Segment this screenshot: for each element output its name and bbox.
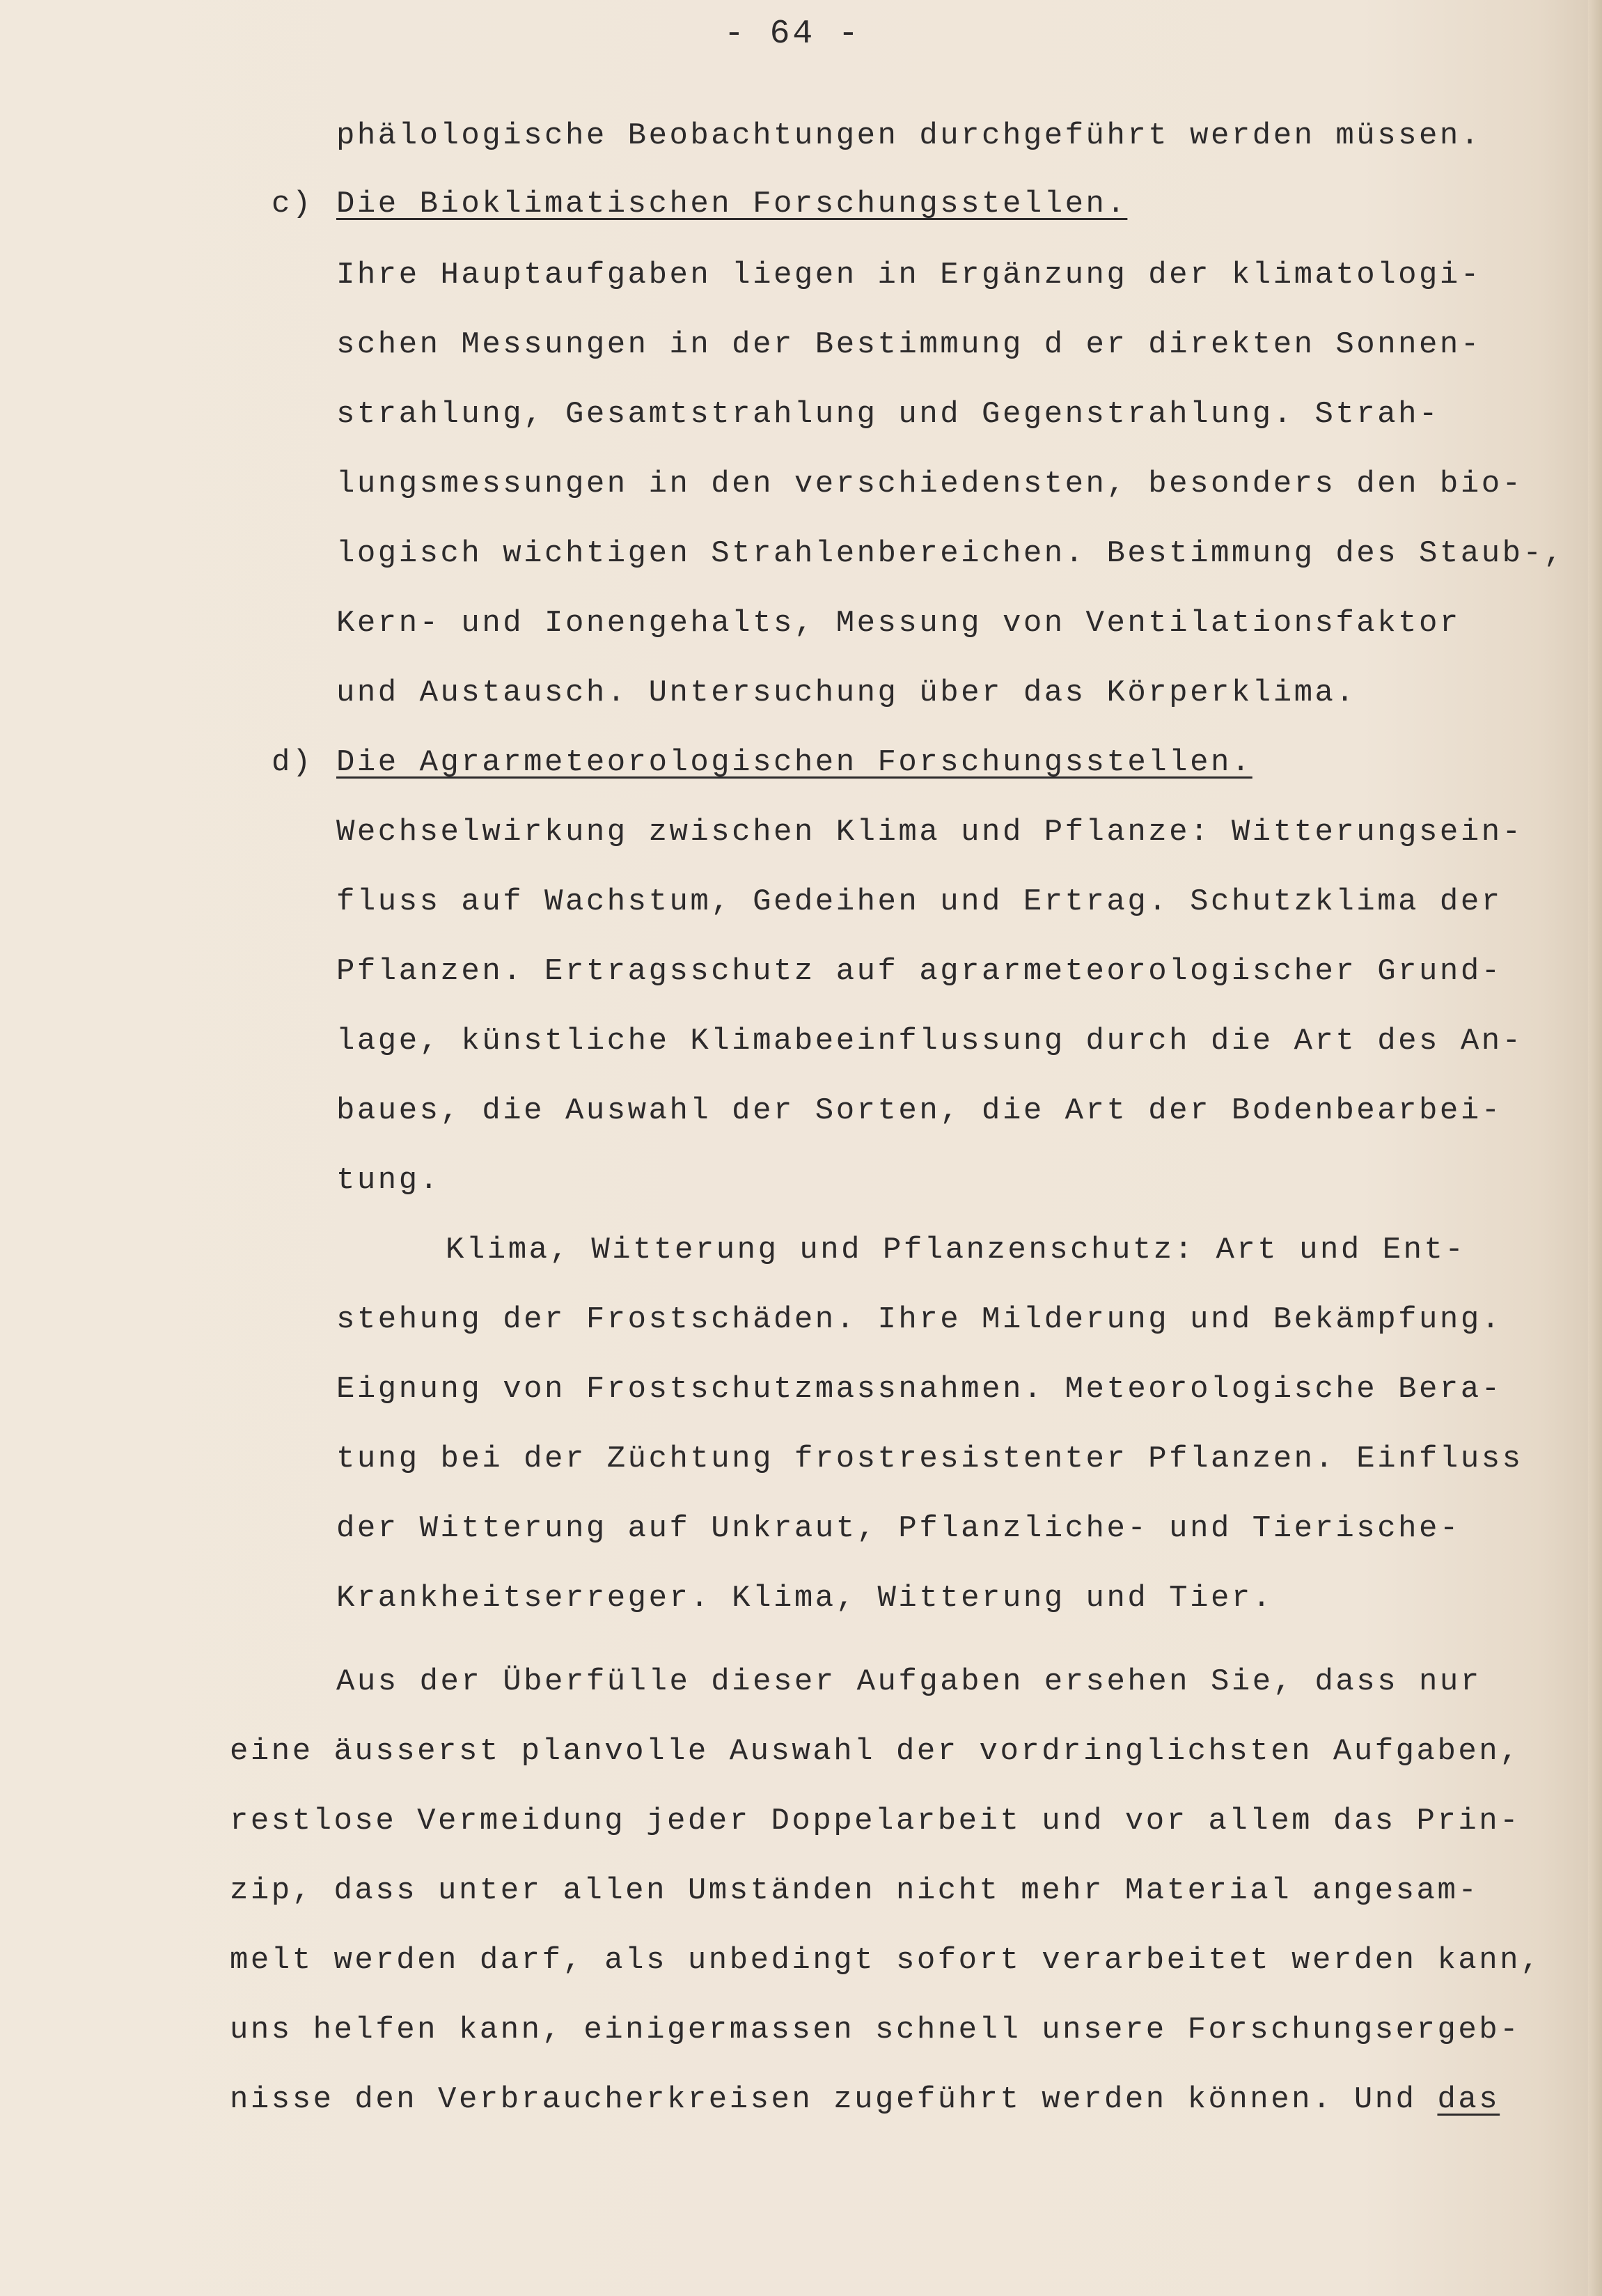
text-line: tung. <box>336 1163 441 1198</box>
text-line: fluss auf Wachstum, Gedeihen und Ertrag. Schutzklima der <box>336 884 1502 919</box>
underlined-word: das <box>1437 2082 1500 2117</box>
list-marker-d: d) <box>272 745 313 780</box>
text-line: strahlung, Gesamtstrahlung und Gegenstrahlung. Strah- <box>336 397 1440 432</box>
text-line: Eignung von Frostschutzmassnahmen. Meteorologische Bera- <box>336 1372 1502 1407</box>
text-line: baues, die Auswahl der Sorten, die Art der Bodenbearbei- <box>336 1093 1502 1128</box>
text-line <box>230 2082 1500 2117</box>
text-line: zip, dass unter allen Umständen nicht mehr Material angesam- <box>230 1873 1479 1908</box>
text-line: Wechselwirkung zwischen Klima und Pflanze: Witterungsein- <box>336 815 1523 850</box>
text-line: lage, künstliche Klimabeeinflussung durch die Art des An- <box>336 1024 1523 1059</box>
text-line: Pflanzen. Ertragsschutz auf agrarmeteorologischer Grund- <box>336 954 1502 989</box>
text-line: stehung der Frostschäden. Ihre Milderung und Bekämpfung. <box>336 1302 1502 1337</box>
text-line: logisch wichtigen Strahlenbereichen. Bestimmung des Staub-, <box>336 536 1565 571</box>
text-line: und Austausch. Untersuchung über das Körperklima. <box>336 675 1357 710</box>
section-heading-agrarmeteorologische: Die Agrarmeteorologischen Forschungsstellen. <box>336 745 1252 780</box>
text-line: lungsmessungen in den verschiedensten, besonders den bio- <box>336 467 1523 501</box>
text-line: uns helfen kann, einigermassen schnell unsere Forschungsergeb- <box>230 2013 1521 2047</box>
text-line: restlose Vermeidung jeder Doppelarbeit und vor allem das Prin- <box>230 1804 1521 1838</box>
page-number: - 64 - <box>724 15 861 53</box>
text-line-main: nisse den Verbraucherkreisen zugeführt werden können. Und <box>230 2082 1417 2117</box>
text-line: eine äusserst planvolle Auswahl der vordringlichsten Aufgaben, <box>230 1734 1521 1769</box>
text-line: schen Messungen in der Bestimmung d er direkten Sonnen- <box>336 327 1482 362</box>
text-line: melt werden darf, als unbedingt sofort verarbeitet werden kann, <box>230 1943 1541 1978</box>
text-line: der Witterung auf Unkraut, Pflanzliche- und Tierische- <box>336 1511 1461 1546</box>
text-line: Ihre Hauptaufgaben liegen in Ergänzung der klimatologi- <box>336 258 1482 292</box>
text-line: Aus der Überfülle dieser Aufgaben ersehen Sie, dass nur <box>336 1664 1482 1699</box>
list-marker-c: c) <box>272 187 313 221</box>
text-line: Klima, Witterung und Pflanzenschutz: Art und Ent- <box>446 1233 1466 1267</box>
text-line: tung bei der Züchtung frostresistenter Pflanzen. Einfluss <box>336 1442 1523 1476</box>
text-line: Kern- und Ionengehalts, Messung von Ventilationsfaktor <box>336 606 1461 641</box>
section-heading-bioklimatische: Die Bioklimatischen Forschungsstellen. <box>336 187 1128 221</box>
text-line: phälologische Beobachtungen durchgeführt werden müssen. <box>336 118 1482 153</box>
text-line: Krankheitserreger. Klima, Witterung und Tier. <box>336 1581 1273 1616</box>
